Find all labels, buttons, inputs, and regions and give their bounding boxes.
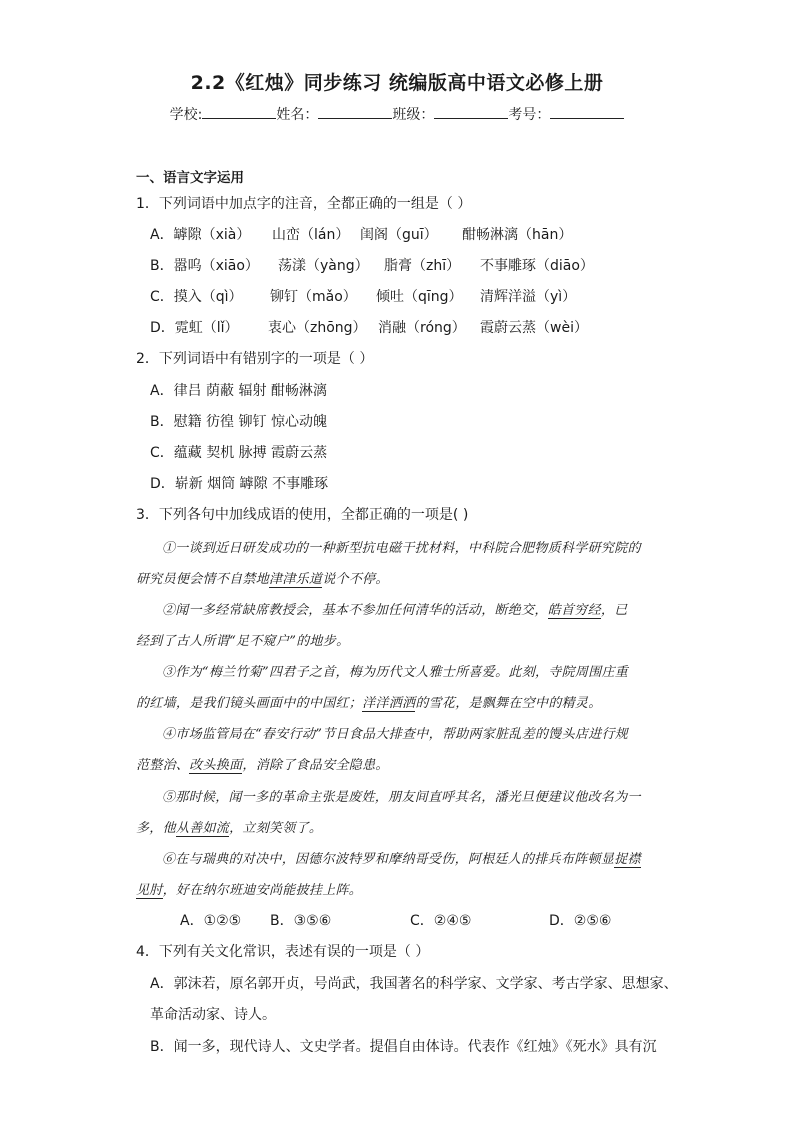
text-span: 的雪花，是飘舞在空中的精灵。 [415, 696, 602, 711]
option-part: 衷心（zhōng） [268, 320, 367, 336]
sentence-4-line-2 [136, 754, 389, 773]
question-4-option-a-line-1: A．郭沫若，原名郭开贞，号尚武，我国著名的科学家、文学家、考古学家、思想家、 [150, 976, 678, 992]
option-part: 闺阁（guī） [360, 227, 438, 243]
question-1-option-a [150, 224, 572, 244]
underlined-idiom: 改头换面 [189, 758, 243, 773]
section-heading: 一、语言文字运用 [136, 170, 244, 186]
text-span: 说个不停。 [322, 572, 389, 587]
sentence-3-line-2 [136, 692, 602, 711]
sentence-5-line-2 [136, 817, 322, 836]
option-part: 脂膏（zhī） [384, 258, 461, 274]
text-span: ，立刻笑领了。 [229, 821, 323, 836]
option-part: 荡漾（yàng） [278, 258, 369, 274]
question-1-stem: 1．下列词语中加点字的注音，全都正确的一组是（ ） [136, 196, 472, 212]
sentence-2-line-2: 经到了古人所谓“足不窥户”的地步。 [136, 634, 350, 649]
number-label: 考号： [508, 107, 551, 123]
underlined-idiom: 津津乐道 [269, 572, 323, 587]
sentence-4-line-1: ④市场监管局在“春安行动”节日食品大排查中，帮助两家脏乱差的馒头店进行规 [162, 727, 629, 742]
option-part: 铆钉（mǎo） [270, 289, 357, 305]
sentence-5-line-1: ⑤那时候，闻一多的革命主张是废姓，朋友间直呼其名，潘光旦便建议他改名为一 [162, 790, 641, 805]
question-1-option-b [150, 255, 594, 275]
sentence-6-line-2 [136, 879, 362, 898]
text-span: 多，他 [136, 821, 176, 836]
sentence-1-line-1: ①一谈到近日研发成功的一种新型抗电磁干扰材料，中科院合肥物质科学研究院的 [162, 541, 641, 556]
class-label: 班级： [392, 107, 435, 123]
option-part: 不事雕琢（diāo） [480, 258, 594, 274]
question-3-option-c: C．②④⑤ [410, 913, 472, 929]
class-blank [434, 104, 508, 119]
text-span: ⑥在与瑞典的对决中，因德尔波特罗和摩纳哥受伤，阿根廷人的排兵布阵顿显 [162, 852, 615, 867]
text-span: 研究员便会情不自禁地 [136, 572, 270, 587]
number-blank [550, 104, 624, 119]
question-4-option-a-line-2: 革命活动家、诗人。 [150, 1007, 276, 1023]
text-span: ，好在纳尔班迪安尚能披挂上阵。 [162, 883, 363, 898]
option-part: D．霓虹（lǐ） [150, 320, 239, 336]
page-title: 2.2《红烛》同步练习 统编版高中语文必修上册 [190, 72, 604, 94]
underlined-idiom: 从善如流 [175, 821, 230, 836]
question-4-option-b-line-1: B．闻一多，现代诗人、文史学者。提倡自由体诗。代表作《红烛》《死水》具有沉 [150, 1039, 657, 1055]
underlined-idiom: 捉襟 [614, 852, 641, 867]
school-label: 学校: [169, 107, 203, 123]
underlined-idiom: 洋洋洒洒 [362, 696, 416, 711]
option-part: 倾吐（qīng） [376, 289, 463, 305]
question-3-option-a: A．①②⑤ [180, 913, 242, 929]
underlined-idiom: 见肘 [136, 883, 163, 898]
option-part: 消融（róng） [378, 320, 466, 336]
text-span: 范整治、 [136, 758, 190, 773]
option-part: 酣畅淋漓（hān） [462, 227, 573, 243]
question-2-option-b: B．慰籍 彷徨 铆钉 惊心动魄 [150, 414, 327, 430]
text-span: ，已 [600, 603, 628, 618]
question-3-option-b: B．③⑤⑥ [270, 913, 332, 929]
school-blank [202, 104, 276, 119]
name-blank [318, 104, 392, 119]
question-4-stem: 4．下列有关文化常识，表述有误的一项是（ ） [136, 944, 430, 960]
question-2-stem: 2．下列词语中有错别字的一项是（ ） [136, 351, 374, 367]
option-part: B．嚣呜（xiāo） [150, 258, 259, 274]
text-span: ，消除了食品安全隐患。 [242, 758, 389, 773]
text-span: 的红墙，是我们镜头画面中的中国红； [136, 696, 363, 711]
option-part: A．罅隙（xià） [150, 227, 251, 243]
question-2-option-a: A．律吕 荫蔽 辐射 酣畅淋漓 [150, 383, 327, 399]
sentence-3-line-1: ③作为“梅兰竹菊”四君子之首，梅为历代文人雅士所喜爱。此刻，寺院周围庄重 [162, 665, 629, 680]
question-2-option-c: C．蕴藏 契机 脉搏 霞蔚云蒸 [150, 445, 328, 461]
question-3-option-d: D．②⑤⑥ [549, 913, 612, 929]
student-info-line [0, 104, 794, 124]
underlined-idiom: 皓首穷经 [547, 603, 601, 618]
option-part: 山峦（lán） [272, 227, 350, 243]
question-1-option-c [150, 286, 576, 306]
question-2-option-d: D．崭新 烟筒 罅隙 不事雕琢 [150, 476, 329, 492]
option-part: 清辉洋溢（yì） [480, 289, 577, 305]
option-part: C．摸入（qì） [150, 289, 243, 305]
option-part: 霞蔚云蒸（wèi） [480, 320, 588, 336]
name-label: 姓名： [276, 107, 319, 123]
sentence-1-line-2 [136, 568, 389, 587]
sentence-2-line-1 [162, 599, 628, 618]
text-span: ②闻一多经常缺席教授会，基本不参加任何清华的活动，断绝交， [162, 603, 548, 618]
question-3-stem: 3．下列各句中加线成语的使用，全都正确的一项是( ) [136, 507, 469, 523]
sentence-6-line-1 [162, 848, 641, 867]
question-1-option-d [150, 317, 588, 337]
